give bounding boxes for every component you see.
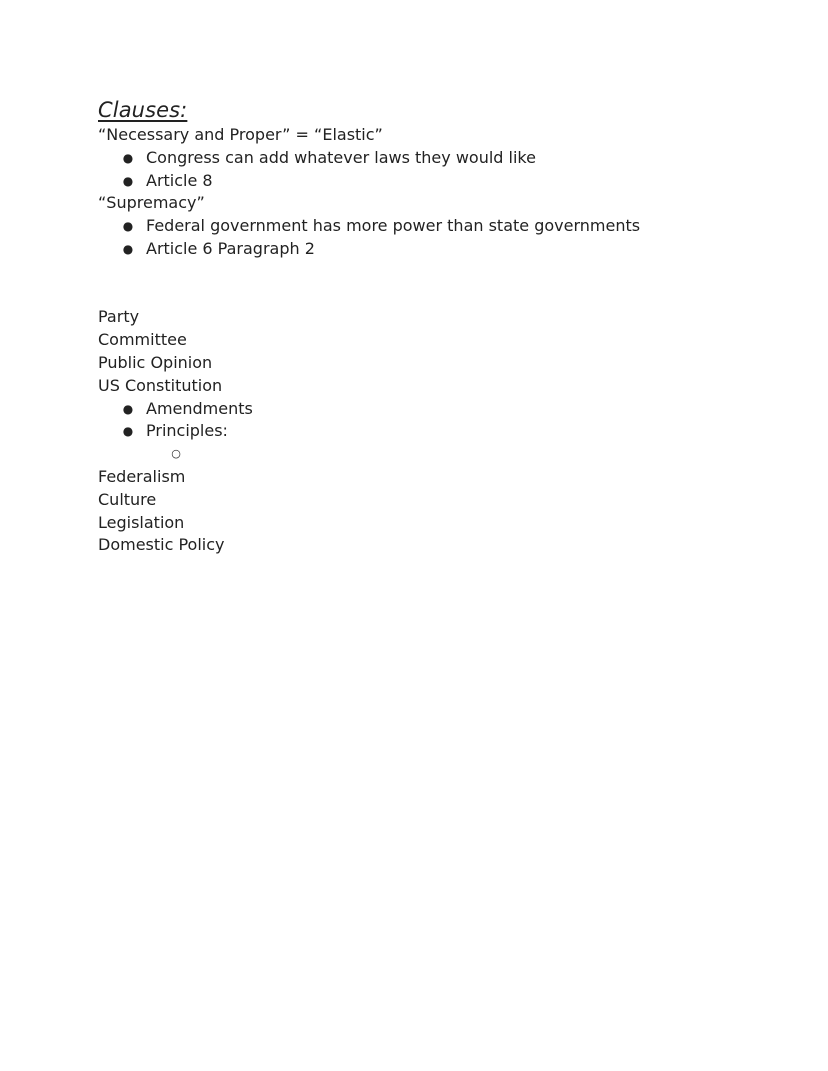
topic-line: Committee [98,330,187,350]
sub-list-item [98,443,778,466]
bullet-text: Article 8 [146,170,213,190]
bullet-icon: ● [122,241,134,256]
blank-lines [98,261,778,307]
topic-line: Domestic Policy [98,535,225,555]
clause-title-supremacy: “Supremacy” [98,193,205,213]
bullet-text: Federal government has more power than state governments [146,216,641,236]
bullet-text: Congress can add whatever laws they would like [146,147,536,167]
hollow-bullet-icon: ○ [171,447,181,461]
list-item [98,398,778,421]
bullet-icon: ● [122,401,134,416]
document-body [98,96,778,557]
clause-bullet-list [98,215,778,261]
list-item [98,147,778,170]
principles-sub-list [98,443,778,466]
bullet-icon: ● [122,173,134,188]
bullet-text: Amendments [146,398,253,418]
clause-bullet-list [98,147,778,193]
bullet-icon: ● [122,219,134,234]
topic-line: Public Opinion [98,352,213,372]
topic-line: US Constitution [98,375,223,395]
clauses-heading: Clauses: [98,98,188,122]
topic-line: Legislation [98,512,185,532]
list-item [98,170,778,193]
bullet-icon: ● [122,150,134,165]
bullet-text: Principles: [146,421,228,441]
bullet-text: Article 6 Paragraph 2 [146,238,315,258]
constitution-bullet-list [98,398,778,444]
topic-line: Party [98,307,140,327]
bullet-icon: ● [122,424,134,439]
topic-line: Federalism [98,466,186,486]
list-item [98,238,778,261]
list-item [98,215,778,238]
clause-title-necessary-and-proper: “Necessary and Proper” = “Elastic” [98,125,383,144]
list-item [98,420,778,443]
topic-line: Culture [98,489,157,509]
